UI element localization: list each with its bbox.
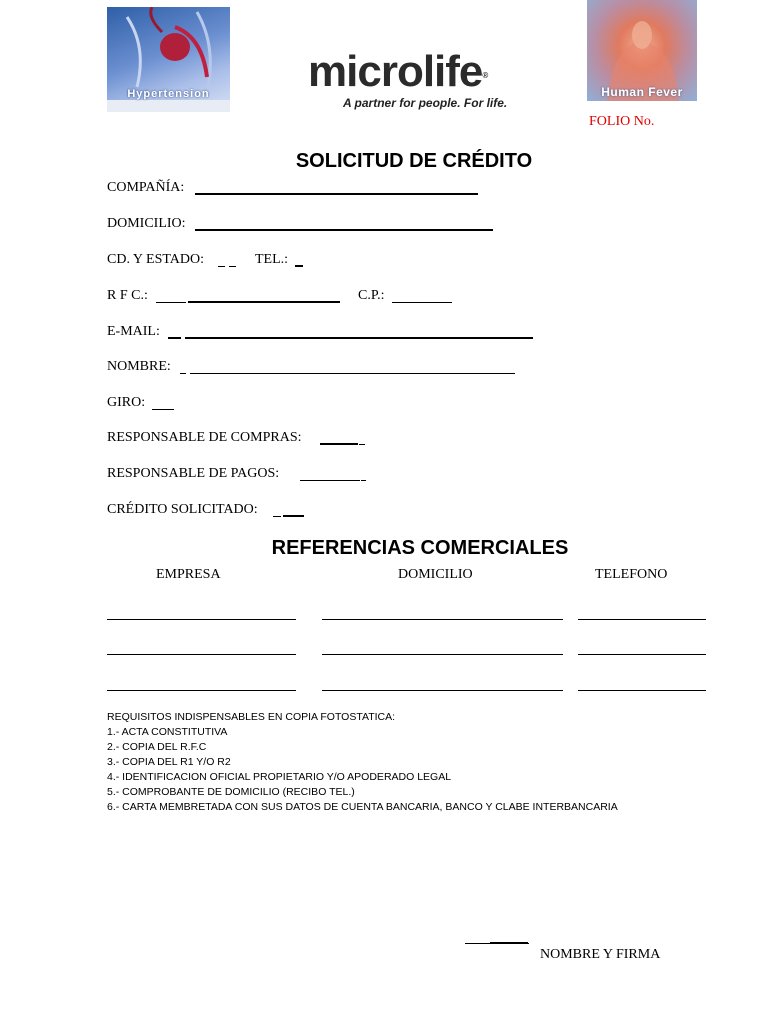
ref-telefono-line-1[interactable]: [578, 619, 706, 620]
resp-compras-label: RESPONSABLE DE COMPRAS:: [107, 430, 302, 445]
compania-input-line[interactable]: [195, 193, 478, 195]
requisito-item: 5.- COMPROBANTE DE DOMICILIO (RECIBO TEL.): [107, 786, 355, 798]
microlife-logo: [308, 47, 518, 96]
ref-telefono-line-3[interactable]: [578, 690, 706, 691]
rfc-input-line[interactable]: [188, 301, 340, 303]
logo-registered-mark: ®: [482, 71, 488, 80]
nombre-label: NOMBRE:: [107, 359, 171, 374]
credito-input-line[interactable]: [283, 515, 304, 517]
rfc-label: R F C.:: [107, 288, 148, 303]
hypertension-caption: Hypertension: [127, 88, 210, 100]
tel-label: TEL.:: [255, 252, 289, 267]
page-title: SOLICITUD DE CRÉDITO: [295, 150, 533, 172]
nombre-firma-label: NOMBRE Y FIRMA: [540, 947, 661, 962]
ref-domicilio-line-1[interactable]: [322, 619, 563, 620]
col-empresa: EMPRESA: [156, 567, 221, 582]
col-telefono: TELEFONO: [595, 567, 668, 582]
nombre-input-line[interactable]: [190, 373, 515, 374]
logo-text: microlife: [308, 47, 483, 96]
giro-input-line[interactable]: [152, 409, 174, 410]
email-label: E-MAIL:: [107, 324, 160, 339]
nombre-input-line-1[interactable]: [180, 373, 186, 374]
credito-input-line-1[interactable]: [273, 516, 281, 517]
ref-domicilio-line-2[interactable]: [322, 654, 563, 655]
col-domicilio: DOMICILIO: [398, 567, 473, 582]
requisitos-heading: REQUISITOS INDISPENSABLES EN COPIA FOTOSTATICA:: [107, 711, 396, 723]
ref-empresa-line-2[interactable]: [107, 654, 296, 655]
domicilio-label: DOMICILIO:: [107, 216, 186, 231]
cp-input-line[interactable]: [392, 302, 452, 303]
ref-empresa-line-1[interactable]: [107, 619, 296, 620]
resp-compras-input-line-2[interactable]: [359, 444, 365, 445]
tel-input-line[interactable]: [295, 265, 303, 267]
requisito-item: 2.- COPIA DEL R.F.C: [107, 741, 207, 753]
logo-tagline: A partner for people. For life.: [343, 96, 508, 110]
ref-domicilio-line-3[interactable]: [322, 690, 563, 691]
cd-estado-label: CD. Y ESTADO:: [107, 252, 205, 267]
giro-label: GIRO:: [107, 395, 146, 410]
cp-label: C.P.:: [358, 288, 385, 303]
domicilio-input-line[interactable]: [195, 229, 493, 231]
requisito-item: 3.- COPIA DEL R1 Y/O R2: [107, 756, 231, 768]
rfc-input-line-thin[interactable]: [156, 302, 186, 303]
email-input-line[interactable]: [185, 337, 533, 339]
email-input-line-1[interactable]: [168, 337, 181, 339]
compania-label: COMPAÑÍA:: [107, 180, 185, 195]
hypertension-image: [107, 7, 230, 112]
ref-telefono-line-2[interactable]: [578, 654, 706, 655]
human-fever-image: [587, 0, 697, 101]
requisitos-list: [107, 710, 618, 815]
firma-line-thick[interactable]: [490, 942, 528, 944]
human-fever-caption: Human Fever: [601, 85, 683, 99]
requisito-item: 6.- CARTA MEMBRETADA CON SUS DATOS DE CUENTA BANCARIA, BANCO Y CLABE INTERBANCARIA: [107, 801, 618, 813]
resp-pagos-input-line-2[interactable]: [361, 480, 366, 481]
requisito-item: 1.- ACTA CONSTITUTIVA: [107, 726, 228, 738]
ref-empresa-line-3[interactable]: [107, 690, 296, 691]
resp-pagos-input-line[interactable]: [300, 480, 360, 481]
requisito-item: 4.- IDENTIFICACION OFICIAL PROPIETARIO Y/O APODERADO LEGAL: [107, 771, 452, 783]
cd-estado-input-line-1[interactable]: [218, 266, 225, 267]
resp-compras-input-line[interactable]: [320, 443, 358, 445]
referencias-title: REFERENCIAS COMERCIALES: [271, 537, 569, 559]
cd-estado-input-line-2[interactable]: [229, 266, 236, 267]
folio-label: FOLIO No.: [589, 114, 655, 129]
credito-label: CRÉDITO SOLICITADO:: [107, 502, 258, 517]
resp-pagos-label: RESPONSABLE DE PAGOS:: [107, 466, 280, 481]
